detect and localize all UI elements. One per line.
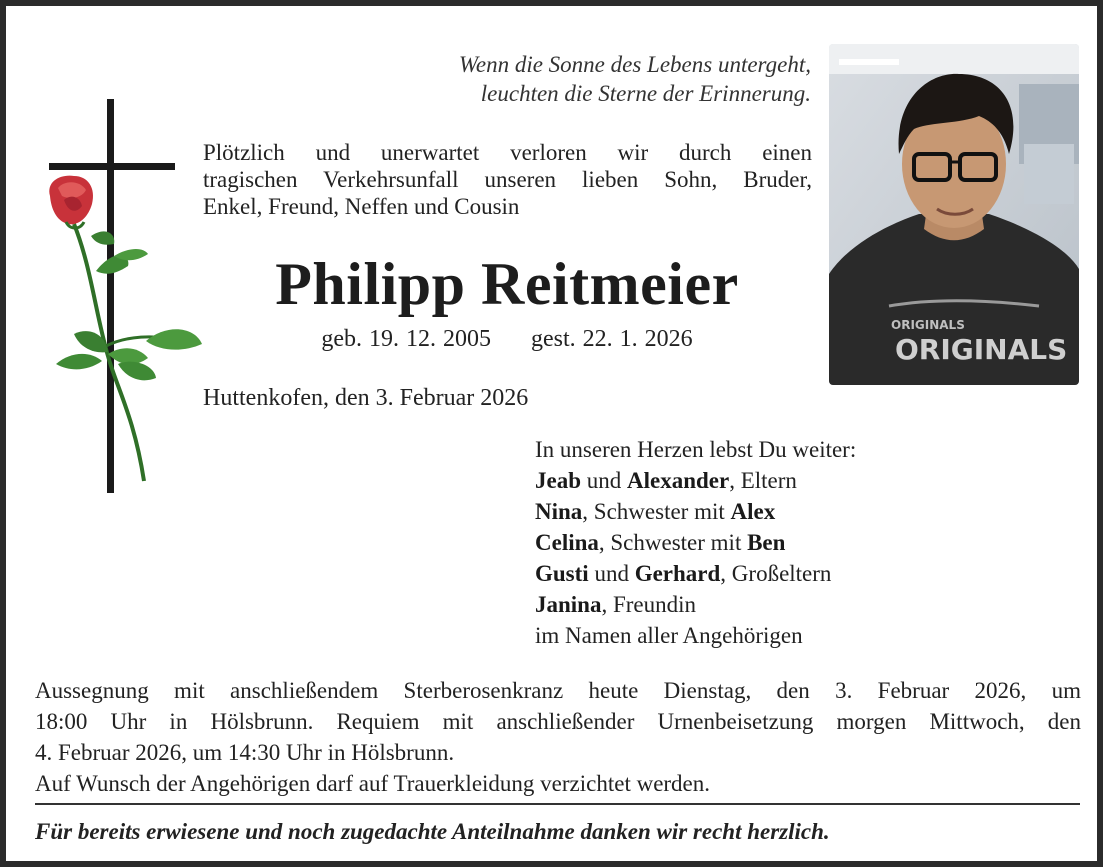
svg-text:ORIGINALS: ORIGINALS <box>895 333 1068 366</box>
mourner-line: Jeab und Alexander, Eltern <box>535 468 797 493</box>
memorial-quote <box>306 50 811 108</box>
mourners-list <box>535 434 1055 651</box>
intro-line-3: Enkel, Freund, Neffen und Cousin <box>203 194 520 219</box>
quote-line-1: Wenn die Sonne des Lebens untergeht, <box>458 52 811 77</box>
svg-text:ORIGINALS: ORIGINALS <box>891 318 965 332</box>
mourner-line: Celina, Schwester mit Ben <box>535 530 786 555</box>
notice-line-3: 4. Februar 2026, um 14:30 Uhr in Hölsbrunn. <box>35 740 455 765</box>
death-date: gest. 22. 1. 2026 <box>530 326 693 352</box>
quote-line-2: leuchten die Sterne der Erinnerung. <box>480 81 811 106</box>
notice-line-2: 18:00 Uhr in Hölsbrunn. Requiem mit anschließender Urnenbeisetzung morgen Mittwoch, den <box>35 709 1081 734</box>
intro-line-2: tragischen Verkehrsunfall unseren lieben Sohn, Bruder, <box>203 167 812 192</box>
notice-line-4: Auf Wunsch der Angehörigen darf auf Trauerkleidung verzichtet werden. <box>35 771 711 796</box>
birth-date: geb. 19. 12. 2005 <box>321 326 491 352</box>
intro-line-1: Plötzlich und unerwartet verloren wir durch einen <box>203 140 812 165</box>
funeral-notice <box>35 675 1081 799</box>
notice-line-1: Aussegnung mit anschließendem Sterberosenkranz heute Dienstag, den 3. Februar 2026, um <box>35 678 1081 703</box>
divider <box>35 803 1080 805</box>
mourners-closing: im Namen aller Angehörigen <box>535 623 803 648</box>
mourners-heading: In unseren Herzen lebst Du weiter: <box>535 437 857 462</box>
mourner-line: Janina, Freundin <box>535 592 697 617</box>
intro-text <box>203 139 812 220</box>
deceased-name: Philipp Reitmeier <box>275 251 739 317</box>
life-dates <box>202 324 812 354</box>
mourner-line: Nina, Schwester mit Alex <box>535 499 776 524</box>
mourner-line: Gusti und Gerhard, Großeltern <box>535 561 832 586</box>
portrait-photo <box>829 44 1079 385</box>
cross-with-rose-icon <box>36 96 206 496</box>
thanks-text: Für bereits erwiesene und noch zugedachte Anteilnahme danken wir recht herzlich. <box>35 819 830 844</box>
place-date: Huttenkofen, den 3. Februar 2026 <box>203 385 529 411</box>
